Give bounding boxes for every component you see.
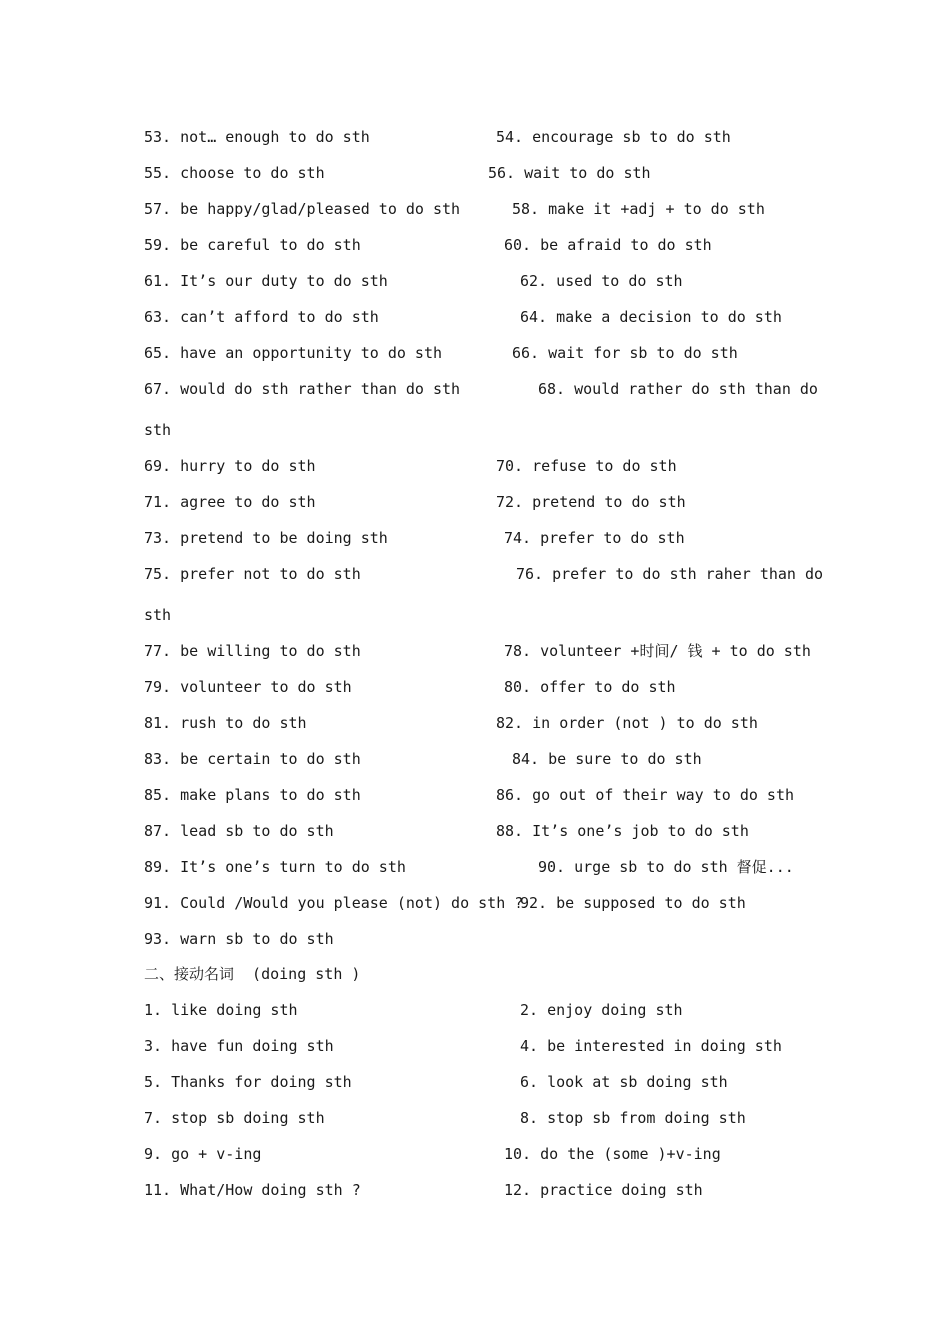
gerund-phrase-3: 3. have fun doing sth — [144, 1037, 334, 1055]
phrase-75: 75. prefer not to do sth — [144, 565, 361, 583]
phrase-69: 69. hurry to do sth — [144, 457, 316, 475]
phrase-86: 86. go out of their way to do sth — [496, 786, 795, 804]
phrase-90: 90. urge sb to do sth 督促... — [538, 858, 794, 876]
phrase-57: 57. be happy/glad/pleased to do sth — [144, 200, 461, 218]
phrase-92: 92. be supposed to do sth — [520, 894, 746, 912]
phrase-55: 55. choose to do sth — [144, 164, 325, 182]
gerund-phrase-10: 10. do the (some )+v-ing — [504, 1145, 721, 1163]
phrase-64: 64. make a decision to do sth — [520, 308, 782, 326]
phrase-76: 76. prefer to do sth raher than do — [516, 565, 824, 583]
phrase-93: 93. warn sb to do sth — [144, 930, 334, 948]
gerund-phrase-9: 9. go + v-ing — [144, 1145, 262, 1163]
phrase-70: 70. refuse to do sth — [496, 457, 677, 475]
phrase-83: 83. be certain to do sth — [144, 750, 361, 768]
gerund-phrase-12: 12. practice doing sth — [504, 1181, 703, 1199]
phrase-60: 60. be afraid to do sth — [504, 236, 712, 254]
phrase-82: 82. in order (not ) to do sth — [496, 714, 758, 732]
phrase-78: 78. volunteer +时间/ 钱 + to do sth — [504, 642, 811, 660]
section-heading-gerund: 二、接动名词 (doing sth ) — [144, 965, 361, 983]
phrase-62: 62. used to do sth — [520, 272, 683, 290]
phrase-67: 67. would do sth rather than do sth — [144, 380, 461, 398]
phrase-88: 88. It’s one’s job to do sth — [496, 822, 749, 840]
phrase-87: 87. lead sb to do sth — [144, 822, 334, 840]
phrase-81: 81. rush to do sth — [144, 714, 307, 732]
gerund-phrase-4: 4. be interested in doing sth — [520, 1037, 782, 1055]
phrase-61: 61. It’s our duty to do sth — [144, 272, 388, 290]
phrase-68-continuation: sth — [144, 421, 172, 439]
phrase-56: 56. wait to do sth — [488, 164, 651, 182]
phrase-58: 58. make it +adj + to do sth — [512, 200, 765, 218]
phrase-53: 53. not… enough to do sth — [144, 128, 370, 146]
phrase-91: 91. Could /Would you please (not) do sth ? — [144, 894, 524, 912]
phrase-59: 59. be careful to do sth — [144, 236, 361, 254]
phrase-66: 66. wait for sb to do sth — [512, 344, 738, 362]
phrase-63: 63. can’t afford to do sth — [144, 308, 379, 326]
gerund-phrase-2: 2. enjoy doing sth — [520, 1001, 683, 1019]
phrase-72: 72. pretend to do sth — [496, 493, 686, 511]
gerund-phrase-7: 7. stop sb doing sth — [144, 1109, 325, 1127]
phrase-76-continuation: sth — [144, 606, 172, 624]
gerund-phrase-1: 1. like doing sth — [144, 1001, 298, 1019]
phrase-71: 71. agree to do sth — [144, 493, 316, 511]
phrase-77: 77. be willing to do sth — [144, 642, 361, 660]
gerund-phrase-5: 5. Thanks for doing sth — [144, 1073, 352, 1091]
gerund-phrase-8: 8. stop sb from doing sth — [520, 1109, 746, 1127]
phrase-89: 89. It’s one’s turn to do sth — [144, 858, 406, 876]
phrase-84: 84. be sure to do sth — [512, 750, 702, 768]
gerund-phrase-11: 11. What/How doing sth ? — [144, 1181, 361, 1199]
phrase-79: 79. volunteer to do sth — [144, 678, 352, 696]
gerund-phrase-6: 6. look at sb doing sth — [520, 1073, 728, 1091]
phrase-85: 85. make plans to do sth — [144, 786, 361, 804]
phrase-65: 65. have an opportunity to do sth — [144, 344, 443, 362]
phrase-68: 68. would rather do sth than do — [538, 380, 818, 398]
phrase-80: 80. offer to do sth — [504, 678, 676, 696]
phrase-73: 73. pretend to be doing sth — [144, 529, 388, 547]
phrase-74: 74. prefer to do sth — [504, 529, 685, 547]
phrase-54: 54. encourage sb to do sth — [496, 128, 731, 146]
